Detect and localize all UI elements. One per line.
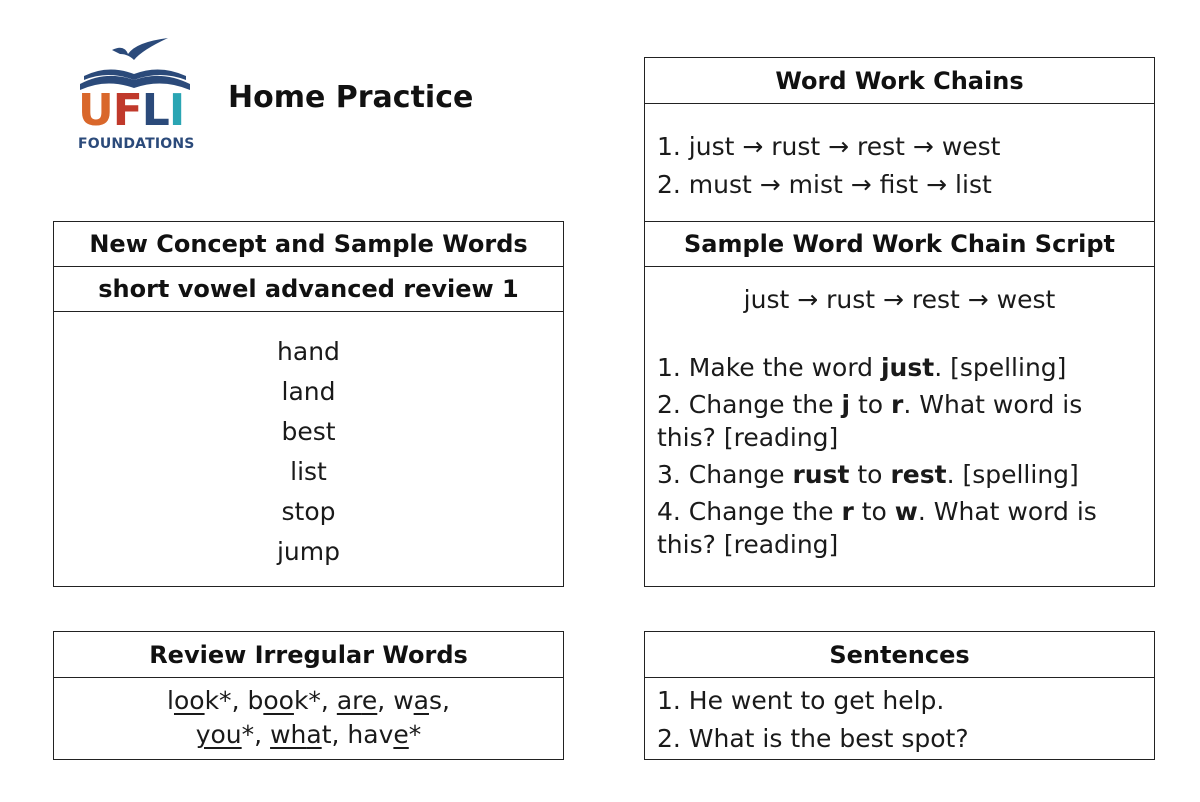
chain-item: 1. just → rust → rest → west bbox=[657, 132, 1001, 161]
ufli-logo bbox=[76, 36, 196, 158]
script-step: 3. Change rust to rest. [spelling] bbox=[657, 460, 1079, 489]
script-box bbox=[644, 221, 1155, 587]
script-step: 1. Make the word just. [spelling] bbox=[657, 353, 1067, 382]
concept-subheading: short vowel advanced review 1 bbox=[54, 267, 563, 312]
chains-heading: Word Work Chains bbox=[645, 58, 1154, 104]
sample-word: land bbox=[281, 377, 336, 406]
irregular-heading: Review Irregular Words bbox=[54, 632, 563, 678]
chains-box bbox=[644, 57, 1155, 222]
sentence-list bbox=[645, 678, 1154, 758]
sentences-heading: Sentences bbox=[645, 632, 1154, 678]
page-title: Home Practice bbox=[228, 80, 474, 115]
irregular-word: was bbox=[393, 686, 442, 715]
sentence-item: 2. What is the best spot? bbox=[657, 724, 969, 753]
script-step: 2. Change the j to r. What word is this? [reading] bbox=[657, 390, 1083, 452]
irregular-word: book* bbox=[247, 686, 321, 715]
sample-word: hand bbox=[277, 337, 340, 366]
logo-wordmark: UFLI bbox=[78, 85, 185, 136]
chain-list bbox=[645, 104, 1154, 204]
irregular-word-list: look*, book*, are, was, you*, what, have* bbox=[167, 686, 450, 749]
irregular-word: you* bbox=[195, 720, 255, 749]
sentences-box bbox=[644, 631, 1155, 760]
sample-word: jump bbox=[276, 537, 340, 566]
logo-subtext: FOUNDATIONS bbox=[78, 136, 195, 152]
script-heading: Sample Word Work Chain Script bbox=[645, 222, 1154, 267]
script-chain: just → rust → rest → west bbox=[743, 285, 1056, 314]
irregular-box bbox=[53, 631, 564, 760]
sample-word-list bbox=[54, 312, 563, 572]
script-step: 4. Change the r to w. What word is this? [reading] bbox=[657, 497, 1097, 559]
irregular-word: what bbox=[270, 720, 332, 749]
irregular-word: have* bbox=[347, 720, 422, 749]
sample-word: best bbox=[281, 417, 336, 446]
concept-heading: New Concept and Sample Words bbox=[54, 222, 563, 267]
sample-word: stop bbox=[281, 497, 336, 526]
script-step-list bbox=[645, 317, 1154, 561]
sentence-item: 1. He went to get help. bbox=[657, 686, 945, 715]
chain-item: 2. must → mist → fist → list bbox=[657, 170, 992, 199]
irregular-word: look* bbox=[167, 686, 232, 715]
sample-word: list bbox=[290, 457, 327, 486]
irregular-word: are bbox=[336, 686, 378, 715]
concept-box bbox=[53, 221, 564, 587]
